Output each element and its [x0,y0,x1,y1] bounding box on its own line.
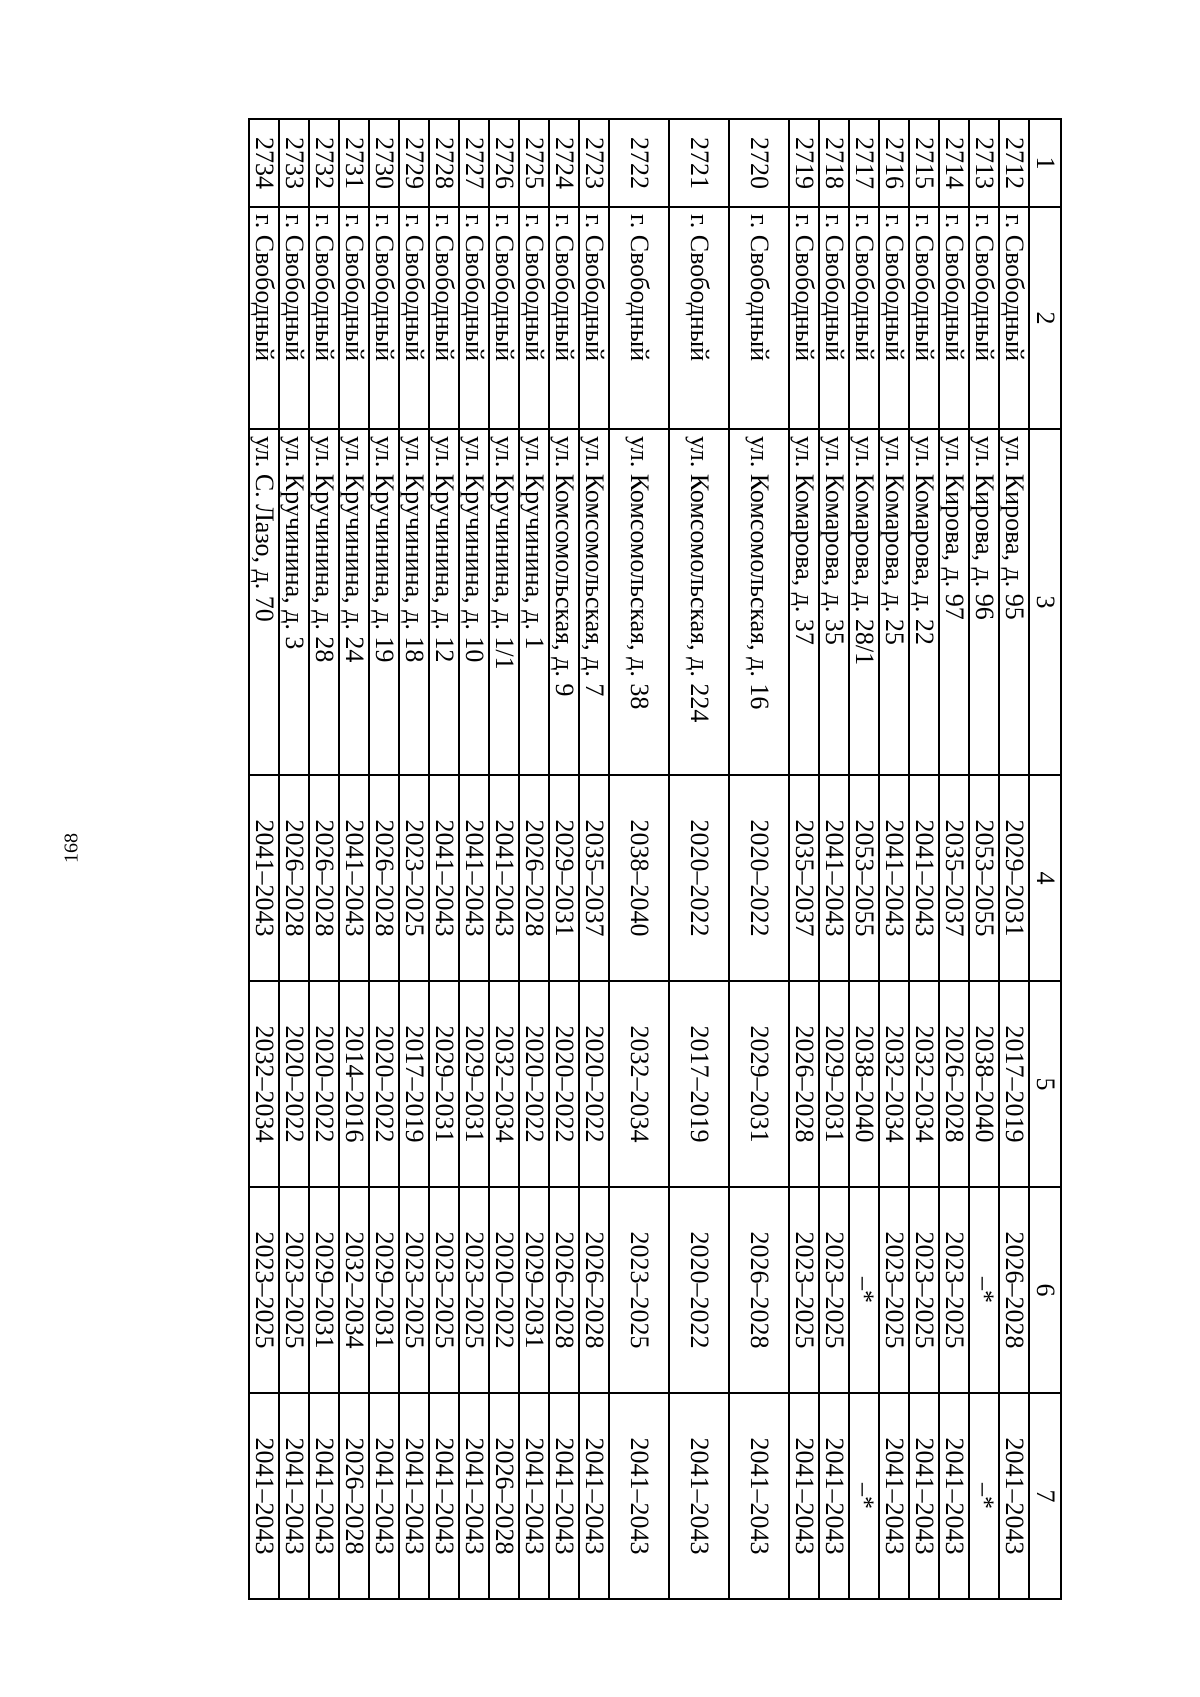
period-col7-cell: 2041–2043 [819,1393,849,1599]
period-col4-cell: 2038–2040 [609,775,669,981]
table-row [309,119,339,1599]
period-col4-cell: 2035–2037 [789,775,819,981]
table-row [939,119,969,1599]
table-row [279,119,309,1599]
period-col7-cell: 2041–2043 [249,1393,279,1599]
row-number: 2729 [399,119,429,207]
rotated-page [172,118,1062,1598]
period-col5-cell: 2038–2040 [849,981,879,1187]
city-cell: г. Свободный [459,207,489,429]
period-col6-cell: 2029–2031 [309,1187,339,1393]
period-col4-cell: 2041–2043 [489,775,519,981]
column-header-6: 6 [1029,1187,1061,1393]
period-col6-cell: 2029–2031 [369,1187,399,1393]
period-col6-cell: 2029–2031 [519,1187,549,1393]
table-row [849,119,879,1599]
table-row [369,119,399,1599]
period-col4-cell: 2026–2028 [519,775,549,981]
city-cell: г. Свободный [879,207,909,429]
address-cell: ул. Кручинина, д. 1/1 [489,429,519,775]
period-col6-cell: 2032–2034 [339,1187,369,1393]
period-col6-cell: 2023–2025 [279,1187,309,1393]
address-cell: ул. Комсомольская, д. 9 [549,429,579,775]
address-cell: ул. Комсомольская, д. 224 [669,429,729,775]
period-col5-cell: 2029–2031 [429,981,459,1187]
address-cell: ул. Кручинина, д. 10 [459,429,489,775]
period-col5-cell: 2020–2022 [279,981,309,1187]
table-row [789,119,819,1599]
period-col4-cell: 2035–2037 [579,775,609,981]
period-col5-cell: 2038–2040 [969,981,999,1187]
period-col6-cell: 2026–2028 [549,1187,579,1393]
row-number: 2712 [999,119,1029,207]
address-cell: ул. Комарова, д. 22 [909,429,939,775]
row-number: 2719 [789,119,819,207]
period-col7-cell: 2041–2043 [789,1393,819,1599]
address-cell: ул. Кирова, д. 95 [999,429,1029,775]
city-cell: г. Свободный [369,207,399,429]
table-row [999,119,1029,1599]
period-col5-cell: 2029–2031 [819,981,849,1187]
table-row [519,119,549,1599]
row-number: 2720 [729,119,789,207]
city-cell: г. Свободный [249,207,279,429]
period-col7-cell: 2041–2043 [399,1393,429,1599]
address-cell: ул. С. Лазо, д. 70 [249,429,279,775]
row-number: 2727 [459,119,489,207]
row-number: 2713 [969,119,999,207]
period-col4-cell: 2041–2043 [909,775,939,981]
row-number: 2718 [819,119,849,207]
period-col5-cell: 2017–2019 [999,981,1029,1187]
period-col7-cell: 2041–2043 [579,1393,609,1599]
period-col4-cell: 2035–2037 [939,775,969,981]
period-col5-cell: 2020–2022 [519,981,549,1187]
table-row [399,119,429,1599]
row-number: 2725 [519,119,549,207]
period-col5-cell: 2032–2034 [909,981,939,1187]
row-number: 2726 [489,119,519,207]
period-col6-cell: 2020–2022 [489,1187,519,1393]
address-cell: ул. Комсомольская, д. 16 [729,429,789,775]
period-col7-cell: 2041–2043 [669,1393,729,1599]
city-cell: г. Свободный [549,207,579,429]
period-col7-cell: 2041–2043 [369,1393,399,1599]
row-number: 2721 [669,119,729,207]
table-row [819,119,849,1599]
period-col7-cell: 2041–2043 [429,1393,459,1599]
city-cell: г. Свободный [399,207,429,429]
period-col4-cell: 2053–2055 [969,775,999,981]
address-cell: ул. Комарова, д. 35 [819,429,849,775]
row-number: 2734 [249,119,279,207]
period-col5-cell: 2026–2028 [939,981,969,1187]
period-col6-cell: 2023–2025 [609,1187,669,1393]
period-col5-cell: 2020–2022 [579,981,609,1187]
city-cell: г. Свободный [339,207,369,429]
period-col4-cell: 2041–2043 [339,775,369,981]
period-col4-cell: 2026–2028 [309,775,339,981]
period-col5-cell: 2020–2022 [309,981,339,1187]
address-cell: ул. Комарова, д. 25 [879,429,909,775]
city-cell: г. Свободный [519,207,549,429]
address-cell: ул. Комарова, д. 37 [789,429,819,775]
period-col7-cell: –* [969,1393,999,1599]
table-row [549,119,579,1599]
period-col4-cell: 2041–2043 [249,775,279,981]
period-col6-cell: –* [849,1187,879,1393]
table-row [729,119,789,1599]
period-col6-cell: 2023–2025 [819,1187,849,1393]
city-cell: г. Свободный [309,207,339,429]
city-cell: г. Свободный [729,207,789,429]
period-col4-cell: 2020–2022 [729,775,789,981]
table-row [669,119,729,1599]
address-cell: ул. Кирова, д. 97 [939,429,969,775]
period-col7-cell: 2026–2028 [489,1393,519,1599]
row-number: 2716 [879,119,909,207]
city-cell: г. Свободный [579,207,609,429]
period-col7-cell: 2041–2043 [879,1393,909,1599]
period-col6-cell: –* [969,1187,999,1393]
city-cell: г. Свободный [939,207,969,429]
city-cell: г. Свободный [819,207,849,429]
city-cell: г. Свободный [909,207,939,429]
table-row [339,119,369,1599]
period-col5-cell: 2032–2034 [489,981,519,1187]
period-col7-cell: 2041–2043 [729,1393,789,1599]
row-number: 2724 [549,119,579,207]
period-col4-cell: 2053–2055 [849,775,879,981]
period-col7-cell: 2041–2043 [939,1393,969,1599]
address-cell: ул. Кручинина, д. 1 [519,429,549,775]
address-cell: ул. Комсомольская, д. 7 [579,429,609,775]
period-col4-cell: 2041–2043 [459,775,489,981]
period-col5-cell: 2032–2034 [609,981,669,1187]
row-number: 2722 [609,119,669,207]
row-number: 2728 [429,119,459,207]
period-col7-cell: –* [849,1393,879,1599]
period-col6-cell: 2023–2025 [909,1187,939,1393]
row-number: 2731 [339,119,369,207]
row-number: 2715 [909,119,939,207]
row-number: 2717 [849,119,879,207]
table-row [879,119,909,1599]
period-col6-cell: 2026–2028 [729,1187,789,1393]
period-col6-cell: 2023–2025 [249,1187,279,1393]
table-row [489,119,519,1599]
table-body [249,119,1029,1599]
row-number: 2733 [279,119,309,207]
period-col7-cell: 2041–2043 [999,1393,1029,1599]
table-row [969,119,999,1599]
period-col7-cell: 2041–2043 [459,1393,489,1599]
period-col6-cell: 2026–2028 [999,1187,1029,1393]
period-col7-cell: 2041–2043 [909,1393,939,1599]
column-header-3: 3 [1029,429,1061,775]
address-cell: ул. Кручинина, д. 18 [399,429,429,775]
period-col7-cell: 2041–2043 [309,1393,339,1599]
period-col4-cell: 2041–2043 [429,775,459,981]
city-cell: г. Свободный [969,207,999,429]
row-number: 2732 [309,119,339,207]
address-cell: ул. Кручинина, д. 3 [279,429,309,775]
period-col6-cell: 2023–2025 [939,1187,969,1393]
table-row [459,119,489,1599]
period-col5-cell: 2029–2031 [729,981,789,1187]
column-header-5: 5 [1029,981,1061,1187]
period-col5-cell: 2014–2016 [339,981,369,1187]
period-col7-cell: 2041–2043 [549,1393,579,1599]
column-header-7: 7 [1029,1393,1061,1599]
period-col6-cell: 2023–2025 [399,1187,429,1393]
city-cell: г. Свободный [789,207,819,429]
period-col5-cell: 2017–2019 [669,981,729,1187]
address-cell: ул. Комсомольская, д. 38 [609,429,669,775]
period-col4-cell: 2041–2043 [879,775,909,981]
period-col4-cell: 2029–2031 [549,775,579,981]
column-header-4: 4 [1029,775,1061,981]
address-cell: ул. Кручинина, д. 12 [429,429,459,775]
city-cell: г. Свободный [849,207,879,429]
period-col6-cell: 2023–2025 [429,1187,459,1393]
header-row [1029,119,1061,1599]
city-cell: г. Свободный [279,207,309,429]
period-col4-cell: 2023–2025 [399,775,429,981]
period-col6-cell: 2023–2025 [879,1187,909,1393]
city-cell: г. Свободный [609,207,669,429]
period-col4-cell: 2020–2022 [669,775,729,981]
period-col5-cell: 2020–2022 [369,981,399,1187]
period-col5-cell: 2026–2028 [789,981,819,1187]
table-row [609,119,669,1599]
table-row [909,119,939,1599]
city-cell: г. Свободный [999,207,1029,429]
address-cell: ул. Кручинина, д. 24 [339,429,369,775]
period-col4-cell: 2026–2028 [369,775,399,981]
data-table [248,118,1062,1600]
row-number: 2714 [939,119,969,207]
period-col5-cell: 2017–2019 [399,981,429,1187]
period-col6-cell: 2026–2028 [579,1187,609,1393]
address-cell: ул. Комарова, д. 28/1 [849,429,879,775]
period-col5-cell: 2032–2034 [249,981,279,1187]
period-col6-cell: 2020–2022 [669,1187,729,1393]
period-col7-cell: 2041–2043 [609,1393,669,1599]
period-col6-cell: 2023–2025 [789,1187,819,1393]
column-header-1: 1 [1029,119,1061,207]
period-col7-cell: 2041–2043 [519,1393,549,1599]
address-cell: ул. Кирова, д. 96 [969,429,999,775]
period-col5-cell: 2029–2031 [459,981,489,1187]
period-col4-cell: 2041–2043 [819,775,849,981]
column-header-2: 2 [1029,207,1061,429]
period-col6-cell: 2023–2025 [459,1187,489,1393]
table-row [249,119,279,1599]
period-col7-cell: 2041–2043 [279,1393,309,1599]
row-number: 2730 [369,119,399,207]
period-col5-cell: 2020–2022 [549,981,579,1187]
period-col5-cell: 2032–2034 [879,981,909,1187]
table-row [579,119,609,1599]
city-cell: г. Свободный [489,207,519,429]
city-cell: г. Свободный [669,207,729,429]
period-col4-cell: 2026–2028 [279,775,309,981]
page-number: 168 [60,833,83,863]
row-number: 2723 [579,119,609,207]
city-cell: г. Свободный [429,207,459,429]
address-cell: ул. Кручинина, д. 28 [309,429,339,775]
address-cell: ул. Кручинина, д. 19 [369,429,399,775]
table-row [429,119,459,1599]
period-col7-cell: 2026–2028 [339,1393,369,1599]
period-col4-cell: 2029–2031 [999,775,1029,981]
